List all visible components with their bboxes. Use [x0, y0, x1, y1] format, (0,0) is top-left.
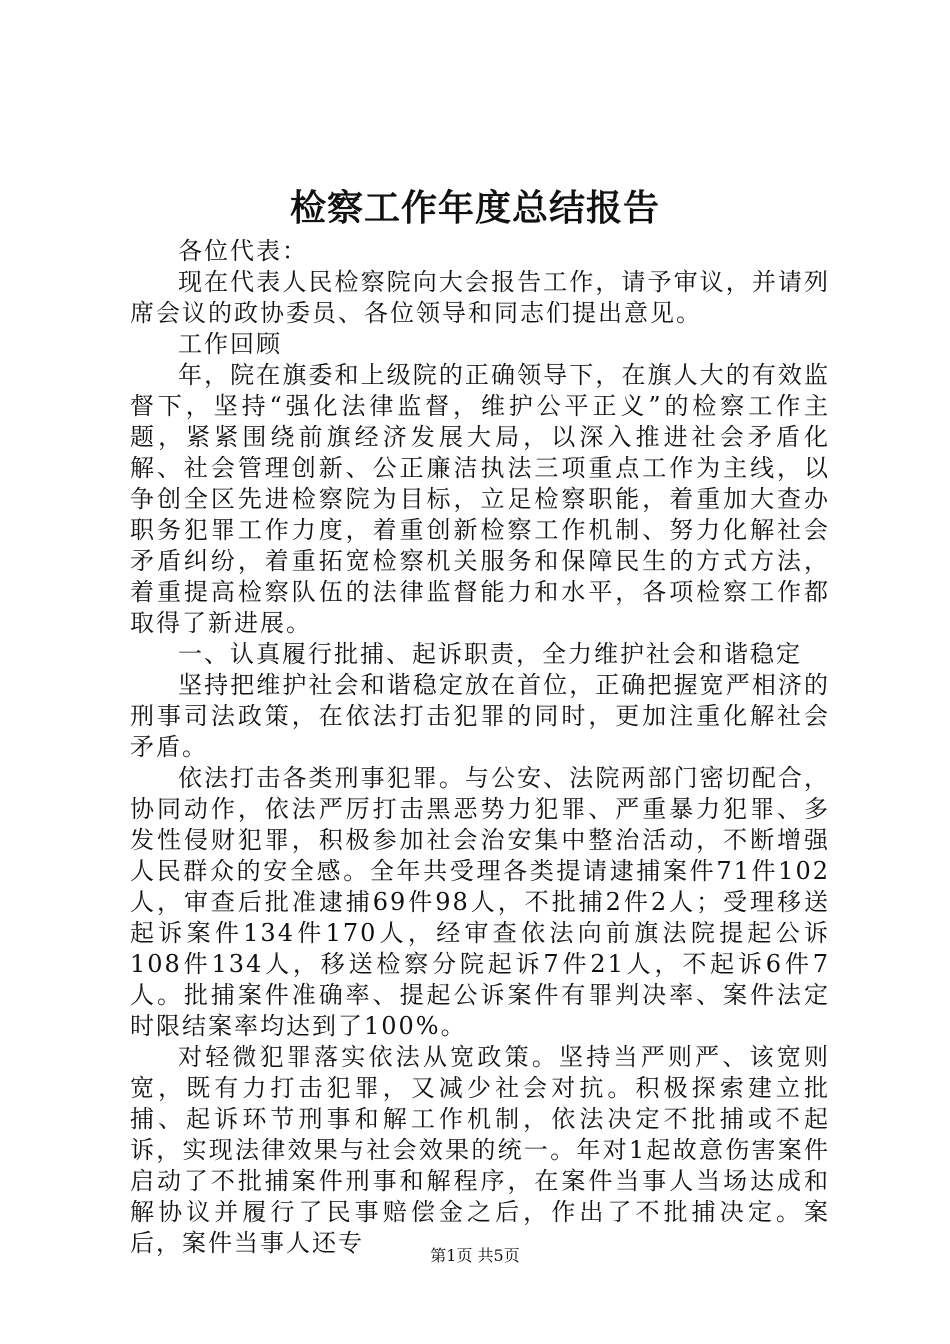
paragraph-stability: 坚持把维护社会和谐稳定放在首位，正确把握宽严相济的刑事司法政策，在依法打击犯罪的同时，更加注重化解社会矛盾。: [130, 671, 830, 761]
document-body: [130, 236, 830, 1259]
section-heading-review: 工作回顾: [178, 330, 282, 358]
paragraph-salutation: 各位代表：: [178, 237, 308, 265]
section-heading-1: 一、认真履行批捕、起诉职责，全力维护社会和谐稳定: [178, 640, 802, 668]
document-title: 检察工作年度总结报告: [289, 187, 660, 229]
paragraph-intro: 现在代表人民检察院向大会报告工作，请予审议，并请列席会议的政协委员、各位领导和同志们提出意见。: [130, 268, 830, 327]
paragraph-crime-crackdown: 依法打击各类刑事犯罪。与公安、法院两部门密切配合，协同动作，依法严厉打击黑恶势力犯罪、严重暴力犯罪、多发性侵财犯罪，积极参加社会治安集中整治活动，不断增强人民群众的安全感。全年共受理各类提请逮捕案件71件102人，审查后批准逮捕69件98人，不批捕2件2人；受理移送起诉案件134件170人，经审查依法向前旗法院提起公诉108件134人，移送检察分院起诉7件21人，不起诉6件7人。批捕案件准确率、提起公诉案件有罪判决率、案件法定时限结案率均达到了100%。: [130, 764, 830, 1040]
page-footer: 第1页 共5页: [430, 1246, 520, 1265]
paragraph-overview: 年，院在旗委和上级院的正确领导下，在旗人大的有效监督下，坚持“强化法律监督，维护公平正义”的检察工作主题，紧紧围绕前旗经济发展大局，以深入推进社会矛盾化解、社会管理创新、公正廉洁执法三项重点工作为主线，以争创全区先进检察院为目标，立足检察职能，着重加大查办职务犯罪工作力度，着重创新检察工作机制、努力化解社会矛盾纠纷，着重拓宽检察机关服务和保障民生的方式方法，着重提高检察队伍的法律监督能力和水平，各项检察工作都取得了新进展。: [130, 361, 830, 637]
paragraph-leniency: 对轻微犯罪落实依法从宽政策。坚持当严则严、该宽则宽，既有力打击犯罪，又减少社会对抗。积极探索建立批捕、起诉环节刑事和解工作机制，依法决定不批捕或不起诉，实现法律效果与社会效果的统一。年对1起故意伤害案件启动了不批捕案件刑事和解程序，在案件当事人当场达成和解协议并履行了民事赔偿金之后，作出了不批捕决定。案后，案件当事人还专: [130, 1043, 830, 1257]
